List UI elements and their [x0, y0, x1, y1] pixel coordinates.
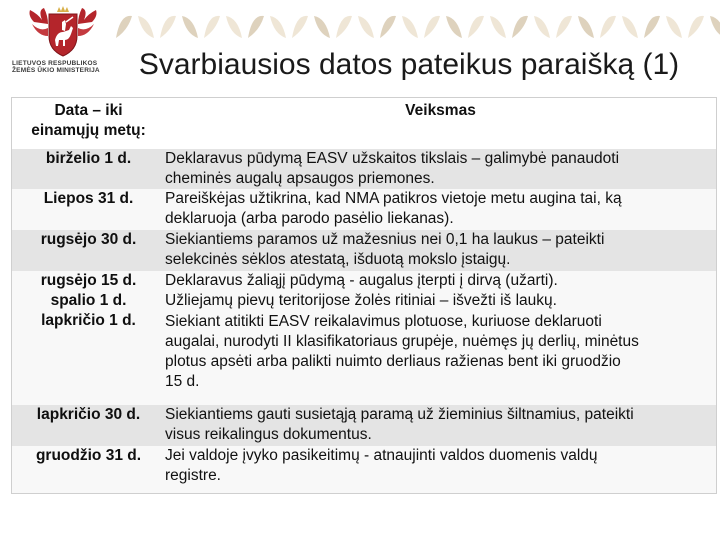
ornament-leaf-icon: [644, 16, 660, 38]
ornament-leaf-icon: [314, 16, 330, 38]
table-row: [12, 446, 716, 493]
table-row: [12, 189, 716, 230]
deadlines-table: [11, 97, 717, 494]
ornament-leaf-icon: [402, 16, 418, 38]
ornament-leaf-icon: [468, 16, 484, 38]
ornament-leaf-icon: [204, 16, 220, 38]
ornament-leaf-icon: [292, 16, 308, 38]
ornament-leaf-icon: [556, 16, 572, 38]
ornament-leaf-icon: [116, 16, 132, 38]
ornament-leaf-icon: [512, 16, 528, 38]
column-header-date: Data – iki einamųjų metų:: [31, 102, 146, 139]
ornament-leaf-icon: [600, 16, 616, 38]
decorative-band: [112, 10, 720, 44]
row-action: Jei valdoje įvyko pasikeitimų - atnaujinti valdos duomenis valdų registre.: [165, 447, 598, 485]
ornament-leaf-icon: [710, 16, 720, 38]
table-row: [12, 149, 716, 189]
row-action: Deklaravus žaliąjį pūdymą - augalus įterpti į dirvą (užarti). Užliejamų pievų teritorijose žolės ritiniai – išvežti iš laukų. Siekiant atitikti EASV reikalavimus plotuose, kuriuose deklaruoti augalai, nurodyti II klasifikatoriaus grupėje, nuėmęs jų derlių, minėtus plotus apsėti arba palikti nuimto derliaus ražienas bent iki gruodžio 15 d.: [165, 272, 639, 391]
ornament-leaf-icon: [666, 16, 682, 38]
ornament-leaf-icon: [490, 16, 506, 38]
row-action: Pareiškėjas užtikrina, kad NMA patikros vietoje metu augina tai, ką deklaruoja (arba parodo pasėlio liekanas).: [165, 190, 622, 228]
row-action: Deklaravus pūdymą EASV užskaitos tikslais – galimybė panaudoti cheminės augalų apsaugos priemones.: [165, 150, 620, 188]
row-date: rugsėjo 30 d.: [40, 231, 137, 248]
ornament-leaf-icon: [688, 16, 704, 38]
ornament-leaf-icon: [138, 16, 154, 38]
row-date: birželio 1 d.: [45, 150, 132, 167]
table-row: [12, 271, 716, 405]
column-header-action: Veiksmas: [405, 102, 476, 119]
row-date: rugsėjo 15 d. spalio 1 d. lapkričio 1 d.: [40, 272, 137, 329]
ornament-leaf-icon: [160, 16, 176, 38]
coat-of-arms-icon: [26, 6, 100, 58]
ornament-leaf-icon: [358, 16, 374, 38]
row-date: gruodžio 31 d.: [35, 447, 142, 464]
table-header-row: [12, 98, 716, 149]
row-date: Liepos 31 d.: [43, 190, 134, 207]
ornament-leaf-icon: [182, 16, 198, 38]
ornament-leaf-icon: [336, 16, 352, 38]
ornament-leaf-icon: [534, 16, 550, 38]
ornament-leaf-icon: [226, 16, 242, 38]
logo-caption: LIETUVOS RESPUBLIKOS ŽEMĖS ŪKIO MINISTERIJA: [12, 60, 100, 74]
row-date: lapkričio 30 d.: [36, 406, 141, 423]
row-action: Siekiantiems gauti susietąją paramą už žieminius šiltnamius, pateikti visus reikalingus dokumentus.: [165, 406, 634, 444]
row-action: Siekiantiems paramos už mažesnius nei 0,1 ha laukus – pateikti selekcinės sėklos atestatą, išduotą mokslo įstaigų.: [165, 231, 605, 269]
ornament-leaf-icon: [622, 16, 638, 38]
table-row: [12, 230, 716, 271]
ornament-leaf-icon: [424, 16, 440, 38]
ornament-leaf-icon: [248, 16, 264, 38]
slide-title: Svarbiausios datos pateikus paraišką (1): [138, 48, 680, 81]
ministry-logo: [6, 6, 116, 86]
ornament-leaf-icon: [446, 16, 462, 38]
table-row: [12, 405, 716, 446]
ornament-leaf-icon: [380, 16, 396, 38]
ornament-leaf-icon: [578, 16, 594, 38]
ornament-leaf-icon: [270, 16, 286, 38]
